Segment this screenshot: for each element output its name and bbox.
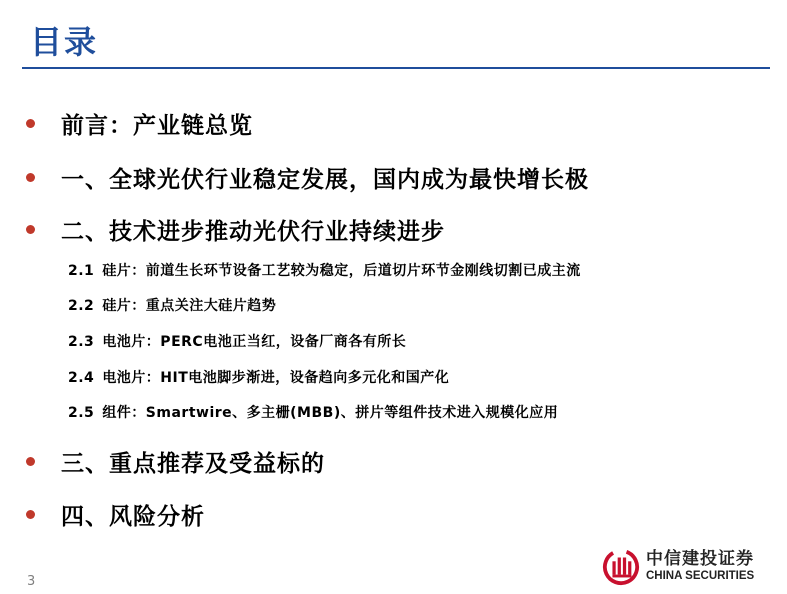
logo-name-en: CHINA SECURITIES [646,570,755,583]
agenda-subitem [68,295,276,317]
agenda-item-text: 四、风险分析 [61,503,205,530]
bullet-icon [26,119,35,128]
agenda-subitem [68,402,558,424]
agenda-subitem [68,331,406,353]
agenda-item-text: 三、重点推荐及受益标的 [61,450,325,477]
subitem-number: 2.3 [68,334,95,350]
slide-title: 目录 [30,23,99,61]
subitem-text: 电池片：PERC电池正当红，设备厂商各有所长 [102,334,407,350]
subitem-number: 2.1 [68,263,95,279]
company-logo [602,547,754,587]
agenda-item-text: 二、技术进步推动光伏行业持续进步 [61,218,445,245]
subitem-number: 2.2 [68,298,95,314]
agenda-subitem [68,367,449,389]
agenda-item [26,497,205,531]
subitem-text: 硅片：前道生长环节设备工艺较为稳定，后道切片环节金刚线切割已成主流 [102,263,581,279]
bullet-icon [26,173,35,182]
citic-logo-icon [602,548,640,586]
agenda-item [26,444,325,478]
agenda-item-text: 一、全球光伏行业稳定发展，国内成为最快增长极 [61,166,589,193]
subitem-text: 电池片：HIT电池脚步渐进，设备趋向多元化和国产化 [102,370,450,386]
agenda-item [26,106,253,140]
subitem-number: 2.4 [68,370,95,386]
logo-name-cn: 中信建投证券 [646,549,754,570]
subitem-text: 组件：Smartwire、多主栅(MBB)、拼片等组件技术进入规模化应用 [102,405,559,421]
subitem-text: 硅片：重点关注大硅片趋势 [102,298,277,314]
title-divider [22,67,770,69]
bullet-icon [26,510,35,519]
bullet-icon [26,225,35,234]
agenda-subitem [68,260,581,282]
agenda-item-text: 前言：产业链总览 [61,112,253,139]
logo-text [646,551,754,583]
agenda-item [26,160,589,194]
page-number: 3 [27,574,36,589]
subitem-number: 2.5 [68,405,95,421]
bullet-icon [26,457,35,466]
agenda-item [26,212,445,246]
